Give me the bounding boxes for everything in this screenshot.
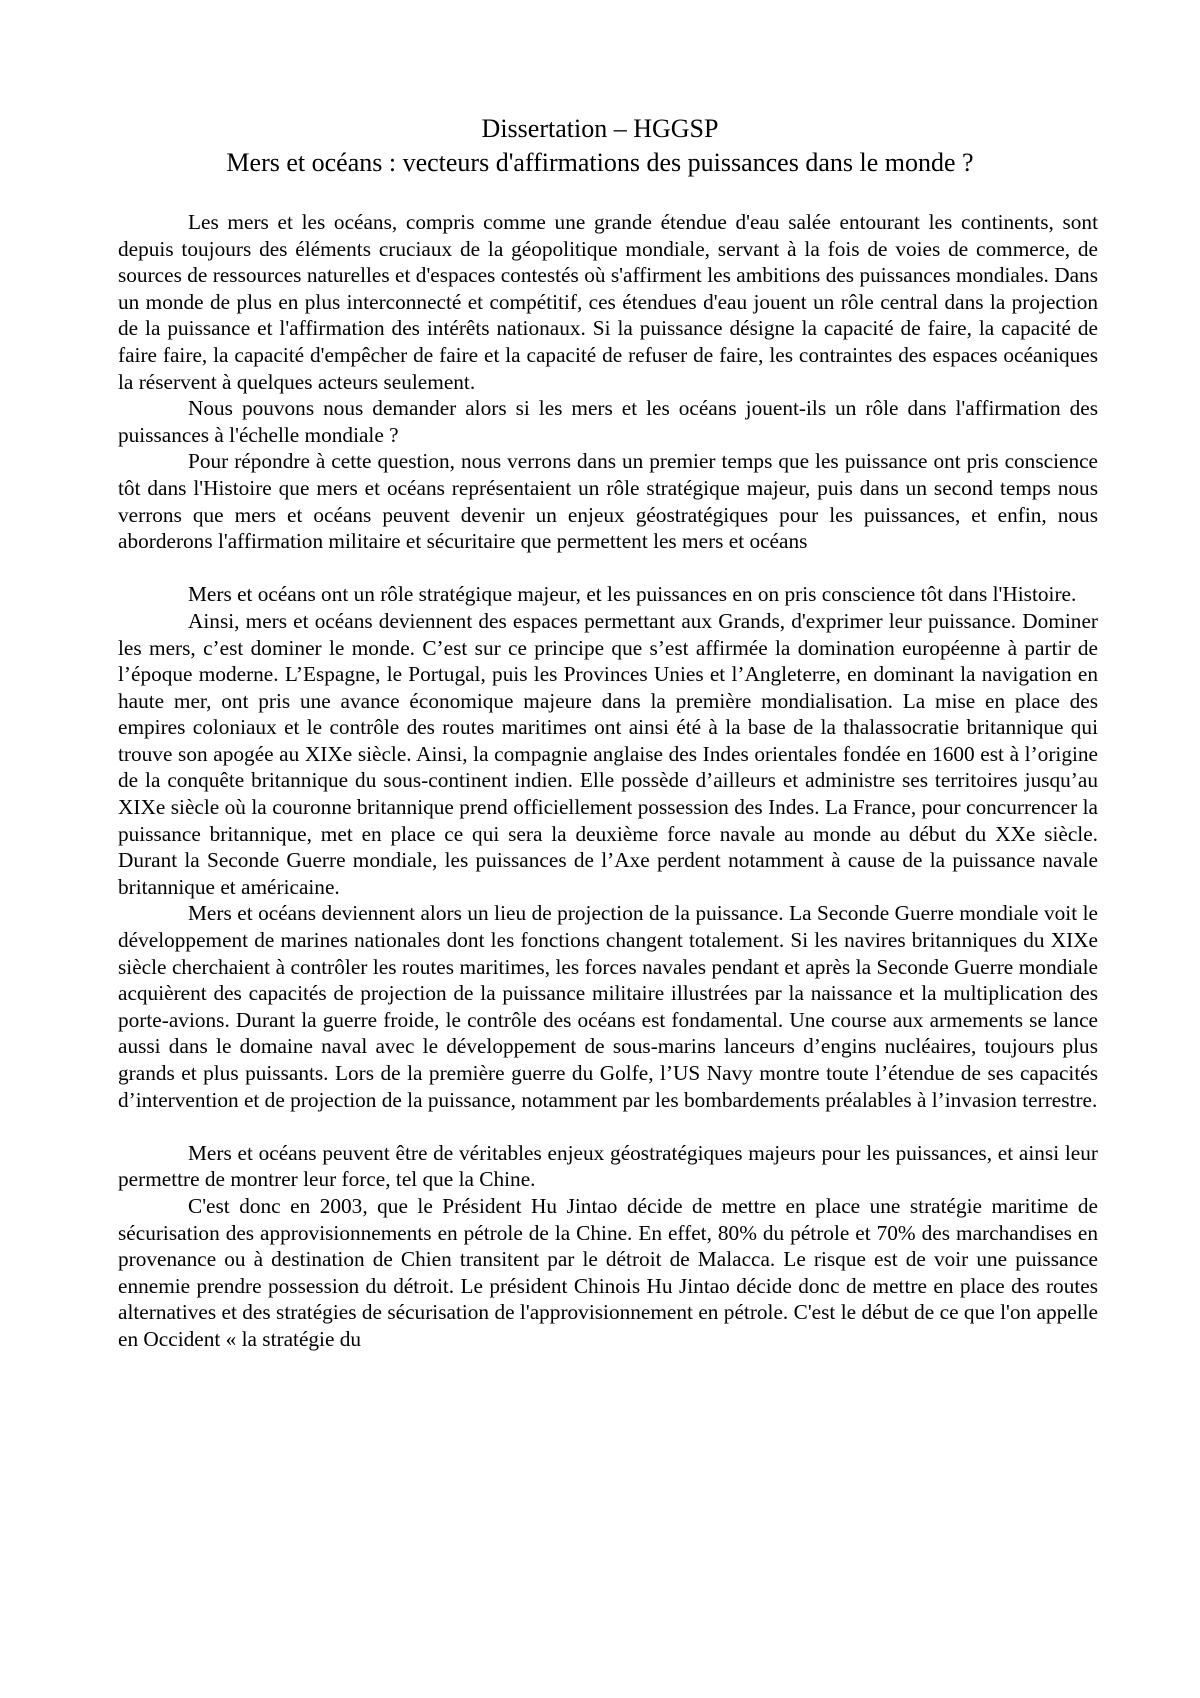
paragraph-partie-1-a: Ainsi, mers et océans deviennent des espaces permettant aux Grands, d'exprimer leur puissance. Dominer les mers, c’est dominer le monde. C’est sur ce principe que s’est affirmée la domination européenne à partir de l’époque moderne. L’Espagne, le Portugal, puis les Provinces Unies et l’Angleterre, en dominant la navigation en haute mer, ont pris une avance économique majeure dans la première mondialisation. La mise en place des empires coloniaux et le contrôle des routes maritimes ont ainsi été à la base de la thalassocratie britannique qui trouve son apogée au XIXe siècle. Ainsi, la compagnie anglaise des Indes orientales fondée en 1600 est à l’origine de la conquête britannique du sous-continent indien. Elle possède d’ailleurs et administre ses territoires jusqu’au XIXe siècle où la couronne britannique prend officiellement possession des Indes. La France, pour concurrencer la puissance britannique, met en place ce qui sera la deuxième force navale au monde au début du XXe siècle. Durant la Seconde Guerre mondiale, les puissances de l’Axe perdent notamment à cause de la puissance navale britannique et américaine. (118, 608, 1098, 899)
document-header (0, 112, 1200, 180)
paragraph-partie-2-intro: Mers et océans peuvent être de véritables enjeux géostratégiques majeurs pour les puissances, et ainsi leur permettre de montrer leur force, tel que la Chine. (118, 1140, 1098, 1192)
paragraph-introduction: Les mers et les océans, compris comme une grande étendue d'eau salée entourant les continents, sont depuis toujours des éléments cruciaux de la géopolitique mondiale, servant à la fois de voies de commerce, de sources de ressources naturelles et d'espaces contestés où s'affirment les ambitions des puissances mondiales. Dans un monde de plus en plus interconnecté et compétitif, ces étendues d'eau jouent un rôle central dans la projection de la puissance et l'affirmation des intérêts nationaux. Si la puissance désigne la capacité de faire, la capacité de faire faire, la capacité d'empêcher de faire et la capacité de refuser de faire, les contraintes des espaces océaniques la réservent à quelques acteurs seulement. (118, 210, 1098, 394)
paragraph-annonce-plan: Pour répondre à cette question, nous verrons dans un premier temps que les puissance ont pris conscience tôt dans l'Histoire que mers et océans représentaient un rôle stratégique majeur, puis dans un second temps nous verrons que mers et océans peuvent devenir un enjeux géostratégiques pour les puissances, et enfin, nous aborderons l'affirmation militaire et sécuritaire que permettent les mers et océans (118, 449, 1098, 554)
paragraph-partie-1-b: Mers et océans deviennent alors un lieu de projection de la puissance. La Seconde Guerre mondiale voit le développement de marines nationales dont les fonctions changent totalement. Si les navires britanniques du XIXe siècle cherchaient à contrôler les routes maritimes, les forces navales pendant et après la Seconde Guerre mondiale acquièrent des capacités de projection de la puissance militaire illustrées par la naissance et la multiplication des porte-avions. Durant la guerre froide, le contrôle des océans est fondamental. Une course aux armements se lance aussi dans le domaine naval avec le développement de sous-marins lanceurs d’engins nucléaires, toujours plus grands et plus puissants. Lors de la première guerre du Golfe, l’US Navy montre toute l’étendue de ses capacités d’intervention et de projection de la puissance, notamment par les bombardements préalables à l’invasion terrestre. (118, 901, 1098, 1112)
paragraph-partie-1-intro: Mers et océans ont un rôle stratégique majeur, et les puissances en on pris conscience tôt dans l'Histoire. (188, 582, 1077, 607)
document-subtitle: Mers et océans : vecteurs d'affirmations des puissances dans le monde ? (226, 148, 974, 177)
document-title: Dissertation – HGGSP (481, 114, 719, 143)
paragraph-problematique: Nous pouvons nous demander alors si les mers et les océans jouent-ils un rôle dans l'affirmation des puissances à l'échelle mondiale ? (118, 396, 1098, 447)
document-body (118, 209, 1098, 1353)
paragraph-partie-2-a: C'est donc en 2003, que le Président Hu Jintao décide de mettre en place une stratégie maritime de sécurisation des approvisionnements en pétrole de la Chine. En effet, 80% du pétrole et 70% des marchandises en provenance ou à destination de Chien transitent par le détroit de Malacca. Le risque est de voir une puissance ennemie prendre possession du détroit. Le président Chinois Hu Jintao décide donc de mettre en place des routes alternatives et des stratégies de sécurisation de l'approvisionnement en pétrole. C'est le début de ce que l'on appelle en Occident « la stratégie du (118, 1193, 1098, 1351)
